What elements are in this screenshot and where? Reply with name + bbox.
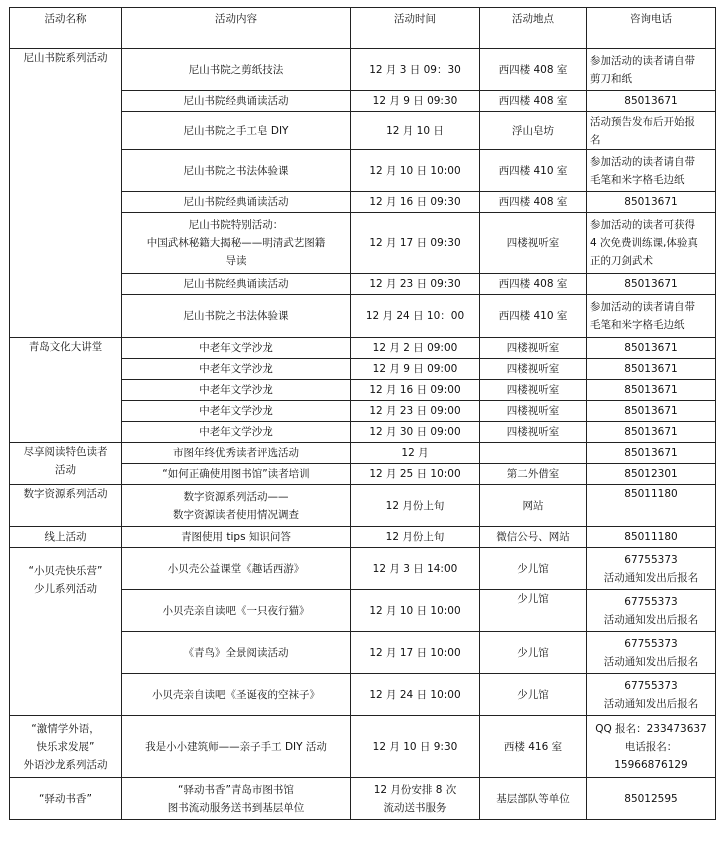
- activity-time: 12 月 24 日 10:00: [351, 674, 480, 716]
- activity-phone: 67755373 活动通知发出后报名: [587, 590, 716, 632]
- activity-time: 12 月 23 日 09:30: [351, 274, 480, 295]
- activity-phone: QQ 报名：233473637 电话报名：15966876129: [587, 716, 716, 778]
- activity-place: [480, 443, 587, 464]
- activity-phone: 85011180: [587, 527, 716, 548]
- group-name: 数字资源系列活动: [10, 485, 122, 527]
- activity-phone: 85013671: [587, 443, 716, 464]
- activity-phone: 参加活动的读者请自带 毛笔和米字格毛边纸: [587, 295, 716, 338]
- group-name: 线上活动: [10, 527, 122, 548]
- header-name: 活动名称: [10, 8, 122, 49]
- activity-content: 中老年文学沙龙: [122, 359, 351, 380]
- activity-content: 数字资源系列活动—— 数字资源读者使用情况调查: [122, 485, 351, 527]
- activity-place: 西四楼 408 室: [480, 49, 587, 91]
- activity-table: [9, 7, 716, 820]
- activity-time: 12 月 10 日 9:30: [351, 716, 480, 778]
- activity-content: 中老年文学沙龙: [122, 422, 351, 443]
- activity-time: 12 月 17 日 09:30: [351, 213, 480, 274]
- activity-time: 12 月 10 日 10:00: [351, 150, 480, 192]
- activity-place: 西四楼 410 室: [480, 150, 587, 192]
- header-row: [10, 8, 716, 49]
- activity-content: 尼山书院经典诵读活动: [122, 274, 351, 295]
- activity-content: 小贝壳亲自读吧《一只夜行猫》: [122, 590, 351, 632]
- activity-content: 尼山书院经典诵读活动: [122, 192, 351, 213]
- table-row: [10, 338, 716, 359]
- activity-place: 西四楼 410 室: [480, 295, 587, 338]
- activity-phone: 85013671: [587, 422, 716, 443]
- activity-content: 我是小小建筑师——亲子手工 DIY 活动: [122, 716, 351, 778]
- table-row: [10, 443, 716, 464]
- activity-phone: 85012595: [587, 778, 716, 820]
- activity-time: 12 月份安排 8 次 流动送书服务: [351, 778, 480, 820]
- activity-place: 浮山皂坊: [480, 112, 587, 150]
- activity-time: 12 月份上旬: [351, 527, 480, 548]
- activity-place: 四楼视听室: [480, 338, 587, 359]
- table-row: [10, 49, 716, 91]
- activity-content: 中老年文学沙龙: [122, 338, 351, 359]
- activity-content: 中老年文学沙龙: [122, 380, 351, 401]
- table-row: [10, 527, 716, 548]
- header-time: 活动时间: [351, 8, 480, 49]
- activity-time: 12 月 9 日 09:30: [351, 91, 480, 112]
- table-row: [10, 548, 716, 590]
- group-name: “小贝壳快乐营” 少儿系列活动: [10, 548, 122, 716]
- activity-content: 尼山书院特别活动： 中国武林秘籍大揭秘——明清武艺图籍 导读: [122, 213, 351, 274]
- activity-time: 12 月 10 日 10:00: [351, 590, 480, 632]
- group-name: 青岛文化大讲堂: [10, 338, 122, 443]
- activity-time: 12 月 30 日 09:00: [351, 422, 480, 443]
- activity-phone: 85012301: [587, 464, 716, 485]
- activity-time: 12 月 3 日 09：30: [351, 49, 480, 91]
- activity-time: 12 月 17 日 10:00: [351, 632, 480, 674]
- activity-phone: 85013671: [587, 401, 716, 422]
- activity-place: 网站: [480, 485, 587, 527]
- activity-phone: 85013671: [587, 338, 716, 359]
- activity-time: 12 月 25 日 10:00: [351, 464, 480, 485]
- activity-content: 尼山书院之书法体验课: [122, 150, 351, 192]
- activity-place: 基层部队等单位: [480, 778, 587, 820]
- activity-place: 微信公号、网站: [480, 527, 587, 548]
- activity-place: 少儿馆: [480, 590, 587, 632]
- activity-place: 西四楼 408 室: [480, 274, 587, 295]
- activity-content: 小贝壳亲自读吧《圣诞夜的空袜子》: [122, 674, 351, 716]
- activity-content: 尼山书院之手工皂 DIY: [122, 112, 351, 150]
- activity-place: 西楼 416 室: [480, 716, 587, 778]
- activity-time: 12 月 3 日 14:00: [351, 548, 480, 590]
- activity-place: 西四楼 408 室: [480, 91, 587, 112]
- activity-place: 四楼视听室: [480, 422, 587, 443]
- activity-content: 《青鸟》全景阅读活动: [122, 632, 351, 674]
- activity-phone: 85013671: [587, 192, 716, 213]
- activity-phone: 67755373 活动通知发出后报名: [587, 674, 716, 716]
- activity-content: “如何正确使用图书馆”读者培训: [122, 464, 351, 485]
- activity-content: “驿动书香”青岛市图书馆 图书流动服务送书到基层单位: [122, 778, 351, 820]
- group-name: 尽享阅读特色读者 活动: [10, 443, 122, 485]
- activity-phone: 85013671: [587, 91, 716, 112]
- table-row: [10, 778, 716, 820]
- activity-place: 西四楼 408 室: [480, 192, 587, 213]
- activity-time: 12 月 2 日 09:00: [351, 338, 480, 359]
- activity-place: 第二外借室: [480, 464, 587, 485]
- activity-phone: 67755373 活动通知发出后报名: [587, 548, 716, 590]
- activity-time: 12 月 16 日 09:00: [351, 380, 480, 401]
- header-place: 活动地点: [480, 8, 587, 49]
- header-content: 活动内容: [122, 8, 351, 49]
- activity-place: 四楼视听室: [480, 401, 587, 422]
- activity-phone: 85013671: [587, 274, 716, 295]
- activity-place: 少儿馆: [480, 548, 587, 590]
- activity-content: 中老年文学沙龙: [122, 401, 351, 422]
- activity-content: 尼山书院经典诵读活动: [122, 91, 351, 112]
- activity-phone: 参加活动的读者请自带 剪刀和纸: [587, 49, 716, 91]
- activity-time: 12 月 9 日 09:00: [351, 359, 480, 380]
- table-row: [10, 485, 716, 527]
- activity-place: 少儿馆: [480, 674, 587, 716]
- group-name: “驿动书香”: [10, 778, 122, 820]
- activity-content: 尼山书院之书法体验课: [122, 295, 351, 338]
- activity-place: 四楼视听室: [480, 380, 587, 401]
- activity-time: 12 月 16 日 09:30: [351, 192, 480, 213]
- group-name: 尼山书院系列活动: [10, 49, 122, 338]
- activity-phone: 参加活动的读者请自带 毛笔和米字格毛边纸: [587, 150, 716, 192]
- activity-content: 尼山书院之剪纸技法: [122, 49, 351, 91]
- activity-content: 市图年终优秀读者评选活动: [122, 443, 351, 464]
- activity-place: 四楼视听室: [480, 359, 587, 380]
- table-row: [10, 716, 716, 778]
- activity-content: 小贝壳公益课堂《趣话西游》: [122, 548, 351, 590]
- activity-place: 四楼视听室: [480, 213, 587, 274]
- activity-content: 青图使用 tips 知识问答: [122, 527, 351, 548]
- activity-time: 12 月 24 日 10：00: [351, 295, 480, 338]
- activity-phone: 参加活动的读者可获得 4 次免费训练课,体验真 正的刀剑武术: [587, 213, 716, 274]
- activity-place: 少儿馆: [480, 632, 587, 674]
- activity-time: 12 月 23 日 09:00: [351, 401, 480, 422]
- activity-phone: 活动预告发布后开始报 名: [587, 112, 716, 150]
- activity-time: 12 月份上旬: [351, 485, 480, 527]
- header-phone: 咨询电话: [587, 8, 716, 49]
- activity-phone: 67755373 活动通知发出后报名: [587, 632, 716, 674]
- activity-phone: 85011180: [587, 485, 716, 527]
- activity-phone: 85013671: [587, 359, 716, 380]
- activity-time: 12 月: [351, 443, 480, 464]
- activity-phone: 85013671: [587, 380, 716, 401]
- group-name: “激情学外语， 快乐求发展” 外语沙龙系列活动: [10, 716, 122, 778]
- activity-time: 12 月 10 日: [351, 112, 480, 150]
